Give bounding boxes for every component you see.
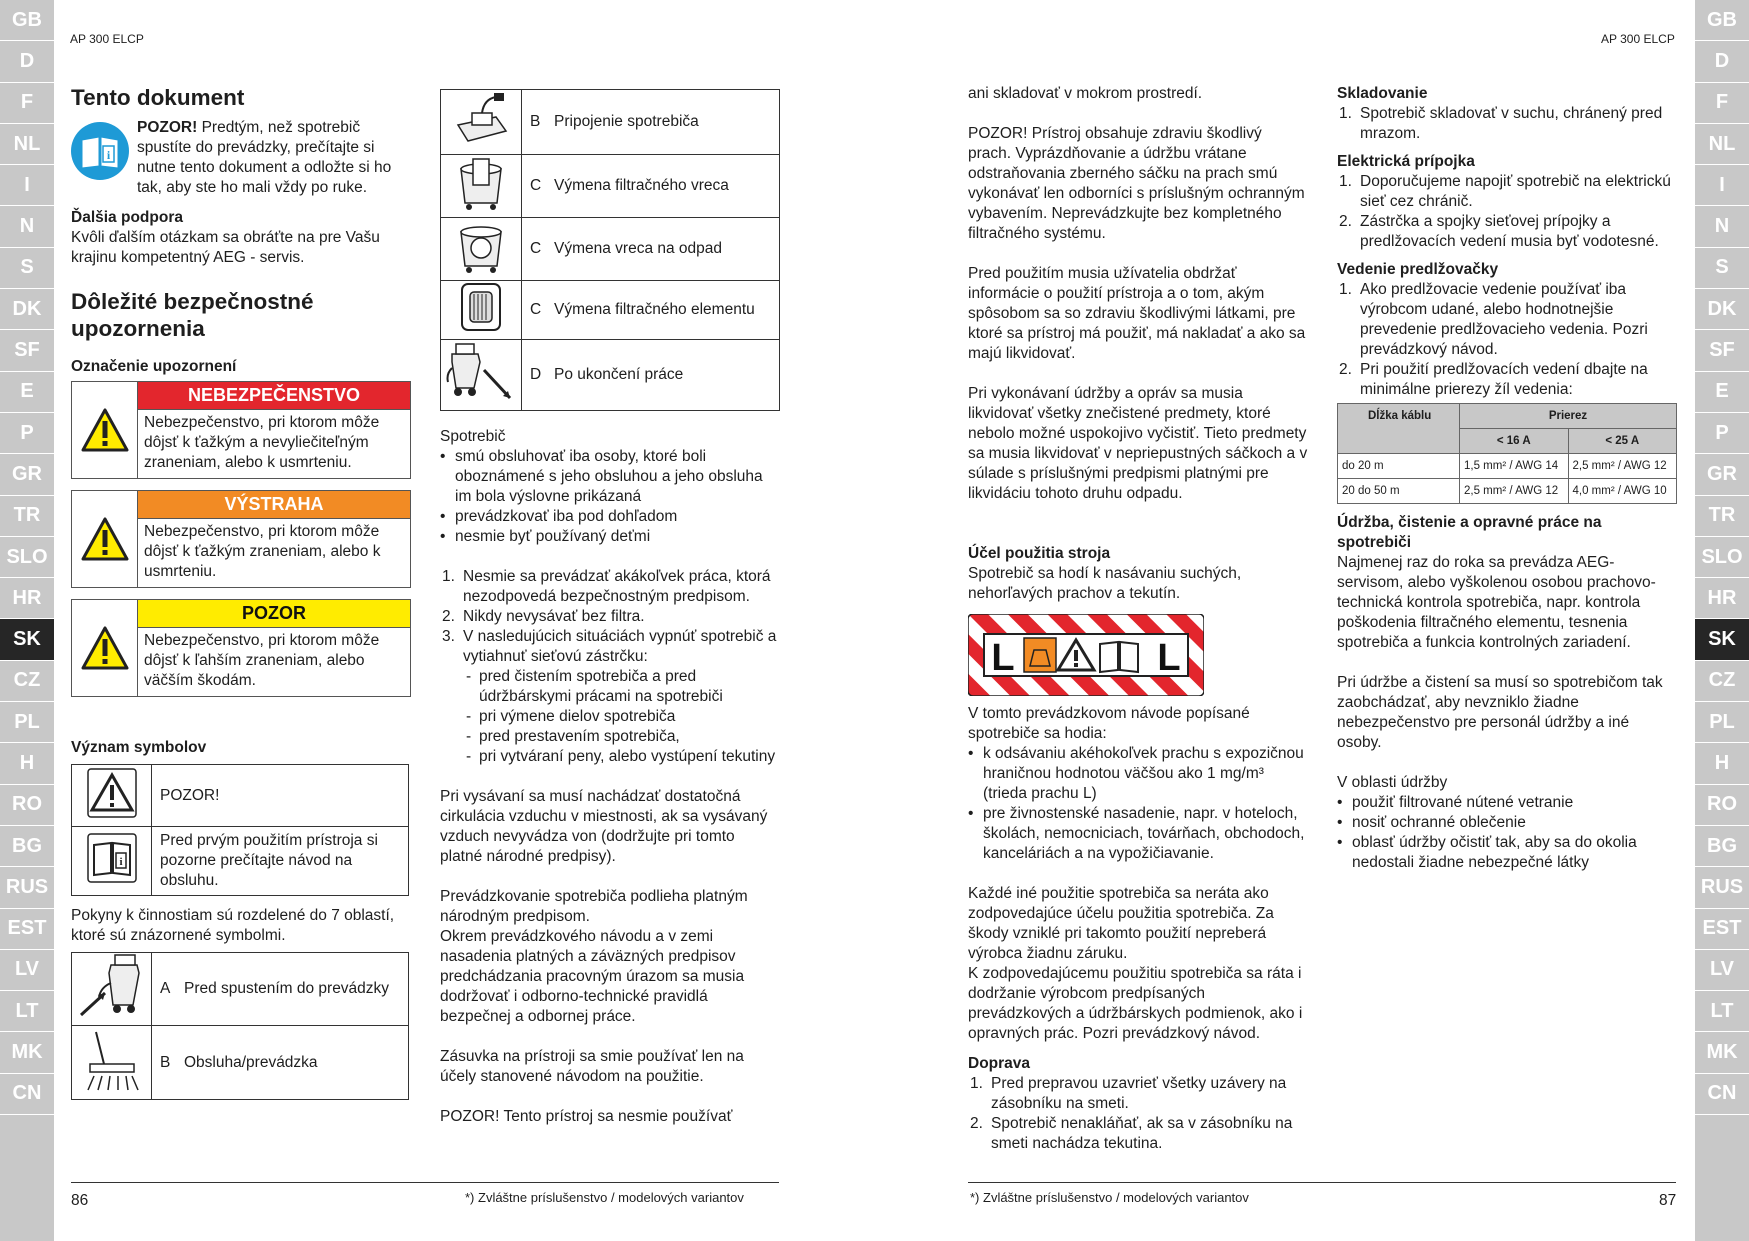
language-tab-sk[interactable]: SK xyxy=(1695,619,1749,660)
list-number: 1. xyxy=(1339,105,1352,122)
mid-p5: POZOR! Tento prístroj sa nesmie používať xyxy=(440,1108,733,1125)
language-tabs-right xyxy=(1695,0,1749,1241)
language-tab-mk[interactable]: MK xyxy=(0,1032,54,1073)
list-item: • k odsávaniu akéhokoľvek prachu s expozičnou hraničnou hodnotou väčšou ako 1 mg/m³ (trieda prachu L) xyxy=(968,744,1308,804)
maint-p3: V oblasti údržby xyxy=(1337,774,1448,791)
language-tab-slo[interactable]: SLO xyxy=(0,537,54,578)
step-text: Po ukončení práce xyxy=(554,366,684,383)
list-item: - pri vytváraní peny, alebo vystúpení tekutiny xyxy=(463,747,780,767)
step-text: Obsluha/prevádzka xyxy=(184,1053,318,1071)
cell: do 20 m xyxy=(1338,454,1460,479)
page-number-right: 87 xyxy=(1659,1192,1677,1209)
step-text: Výmena filtračného vreca xyxy=(554,177,729,194)
list-item: • pre živnostenské nasadenie, napr. v hoteloch, školách, nemocniciach, továrňach, obchodoch, kanceláriách a na vypožičiavanie. xyxy=(968,804,1308,864)
language-tab-slo[interactable]: SLO xyxy=(1695,537,1749,578)
vacuum-start-icon xyxy=(77,953,147,1019)
language-tab-lv[interactable]: LV xyxy=(0,950,54,991)
column-4 xyxy=(1337,84,1677,873)
list-item xyxy=(440,607,780,627)
column-3 xyxy=(968,84,1308,1154)
list-number: 1. xyxy=(1339,281,1352,298)
warning-text: Nebezpečenstvo, pri ktorom môže dôjsť k ľahším zraneniam, alebo väčším škodám. xyxy=(144,632,380,689)
spot-heading: Spotrebič xyxy=(440,428,506,445)
column-2 xyxy=(440,89,780,1127)
label-letter-left: L xyxy=(991,637,1015,679)
language-tab-nl[interactable]: NL xyxy=(1695,124,1749,165)
list-text: Zástrčka a spojky sieťovej prípojky a predlžovacích vedení musia byť vodotesné. xyxy=(1360,213,1659,250)
step-letter: A xyxy=(160,980,171,997)
step-row xyxy=(441,281,780,340)
list-text: Pri použití predlžovacích vedení dbajte na minimálne prierezy žíl vedenia: xyxy=(1360,361,1648,398)
warning-text: Nebezpečenstvo, pri ktorom môže dôjsť k ťažkým zraneniam, alebo k usmrteniu. xyxy=(144,523,381,580)
list-number: 2. xyxy=(1339,213,1352,230)
symbol-row xyxy=(72,765,409,827)
language-tab-gb[interactable]: GB xyxy=(0,0,54,41)
pozor-text: Predtým, než spotrebič spustíte do prevádzky, prečítajte si nutne tento dokument a odložte si ho tak, aby ste ho mali vždy po ruke. xyxy=(137,119,392,196)
language-tab-d[interactable]: D xyxy=(0,41,54,82)
read-manual-icon xyxy=(71,122,131,182)
language-tab-gb[interactable]: GB xyxy=(1695,0,1749,41)
list-number: 2. xyxy=(1339,361,1352,378)
svg-text:i: i xyxy=(118,856,123,868)
support-text: Kvôli ďalším otázkam sa obráťte na pre Vašu krajinu kompetentný AEG - servis. xyxy=(71,229,380,266)
spot-list xyxy=(440,447,780,547)
symbol-text: Pred prvým použitím prístroja si pozorne prečítajte návod na obsluhu. xyxy=(152,827,409,896)
list-item: • nosiť ochranné oblečenie xyxy=(1337,813,1677,833)
list-item: • nesmie byť používaný deťmi xyxy=(440,527,780,547)
language-tab-n[interactable]: N xyxy=(1695,206,1749,247)
store-heading: Skladovanie xyxy=(1337,85,1428,102)
c3-p3: Pri vykonávaní údržby a opráv sa musia likvidovať všetky znečistené predmety, ktoré nebolo možné uspokojivo vyčistiť. Tieto predmety sa musia likvidovať v nepriepustných sáčkoch a v súlade s príslušnými predpismi platnými pre likvidáciu tohoto druhu odpadu. xyxy=(968,385,1308,502)
power-connect-icon xyxy=(450,91,512,147)
filter-bag-icon xyxy=(453,155,509,211)
c3-p4: V tomto prevádzkovom návode popísané spotrebiče sa hodia: xyxy=(968,705,1250,742)
language-tab-cn[interactable]: CN xyxy=(1695,1074,1749,1115)
list-item xyxy=(1337,360,1677,400)
doc-title: Tento dokument xyxy=(71,85,245,110)
maint-list xyxy=(1337,793,1677,873)
warning-boxes xyxy=(71,381,411,697)
warning-title: NEBEZPEČENSTVO xyxy=(138,382,410,410)
warning-triangle-icon xyxy=(87,768,137,818)
warning-triangle-icon xyxy=(72,382,138,478)
warning-box xyxy=(71,381,411,479)
cell: 4,0 mm² / AWG 10 xyxy=(1568,479,1677,504)
list-item xyxy=(1337,172,1677,212)
list-text: Pred prepravou uzavrieť všetky uzávery na zásobníku na smeti. xyxy=(991,1075,1287,1112)
table-row xyxy=(1338,479,1677,504)
marks-heading: Označenie upozornení xyxy=(71,358,237,375)
transport-list xyxy=(968,1074,1308,1154)
cell: 2,5 mm² / AWG 12 xyxy=(1460,479,1569,504)
language-tab-cn[interactable]: CN xyxy=(0,1074,54,1115)
step-text: Výmena filtračného elementu xyxy=(554,301,755,318)
list-item xyxy=(968,1114,1308,1154)
footnote-right: *) Zvláštne príslušenstvo / modelových variantov xyxy=(970,1190,1249,1205)
language-tab-sf[interactable]: SF xyxy=(1695,330,1749,371)
list-item: • smú obsluhovať iba osoby, ktoré boli oboznámené s jeho obsluhou a jeho obsluha im bola výslovne prikázaná xyxy=(440,447,780,507)
language-tab-pl[interactable]: PL xyxy=(0,702,54,743)
symbols-table xyxy=(71,764,409,896)
list-item xyxy=(968,1074,1308,1114)
list-number: 3. xyxy=(442,628,455,645)
language-tab-s[interactable]: S xyxy=(0,248,54,289)
language-tab-mk[interactable]: MK xyxy=(1695,1032,1749,1073)
page-number-left: 86 xyxy=(71,1192,89,1209)
c3-p5: Každé iné použitie spotrebiča sa neráta ako zodpovedajúce účelu použitia spotrebiča. Za škody vzniklé pri takomto použití nepreberá výrobca žiadnu záruku. xyxy=(968,885,1274,962)
language-tab-f[interactable]: F xyxy=(0,83,54,124)
list-item xyxy=(440,627,780,767)
mid-p1: Pri vysávaní sa musí nachádzať dostatočná cirkulácia vzduchu v miestnosti, ak sa vysávaný vzduch nevyvádza von (dodržujte pri tomto platné národné predpisy). xyxy=(440,788,768,865)
step-row xyxy=(441,340,780,411)
language-tab-h[interactable]: H xyxy=(0,743,54,784)
language-tab-hr[interactable]: HR xyxy=(0,578,54,619)
language-tabs-left xyxy=(0,0,54,1241)
step-row xyxy=(72,953,409,1026)
steps-table-left xyxy=(71,952,409,1100)
list-number: 2. xyxy=(970,1115,983,1132)
list-text: Nikdy nevysávať bez filtra. xyxy=(463,608,645,625)
language-tab-d[interactable]: D xyxy=(1695,41,1749,82)
c3-p0: ani skladovať v mokrom prostredí. xyxy=(968,85,1203,102)
pozor-notice xyxy=(71,118,411,198)
list-number: 2. xyxy=(442,608,455,625)
list-text: Ako predlžovacie vedenie používať iba výrobcom udané, alebo hodnotnejšie prevedenie predlžovacieho vedenia. Pozri prevádzkový návod. xyxy=(1360,281,1648,358)
step-row xyxy=(72,1026,409,1100)
language-tab-gr[interactable]: GR xyxy=(0,454,54,495)
list-text: Doporučujeme napojiť spotrebič na elektrickú sieť cez chránič. xyxy=(1360,173,1671,210)
elec-heading: Elektrická prípojka xyxy=(1337,153,1475,170)
cell: 20 do 50 m xyxy=(1338,479,1460,504)
language-tab-bg[interactable]: BG xyxy=(1695,826,1749,867)
list-item: - pri výmene dielov spotrebiča xyxy=(463,707,780,727)
step-text: Pred spustením do prevádzky xyxy=(184,980,390,997)
mid-p3: Okrem prevádzkového návodu a v zemi nasadenia platných a záväzných predpisov predchádzania pracovným úrazom sa musia dodržovať i odborno-technické pravidlá bezpečnej a odbornej práce. xyxy=(440,928,745,1025)
language-tab-sf[interactable]: SF xyxy=(0,330,54,371)
cell: 2,5 mm² / AWG 12 xyxy=(1568,454,1677,479)
list-item xyxy=(1337,212,1677,252)
step-letter: C xyxy=(530,177,542,194)
c3-p2: Pred použitím musia užívatelia obdržať informácie o použití prístroja a o tom, akým spôsobom sa so zdraviu škodlivými látkami, pre ktoré sa prístroj má použiť, má nakladať a ako sa majú likvidovať. xyxy=(968,265,1306,362)
list-item: - pred čistením spotrebiča a pred údržbárskymi prácami na spotrebiči xyxy=(463,667,780,707)
language-tab-s[interactable]: S xyxy=(1695,248,1749,289)
step-letter: B xyxy=(530,113,541,130)
language-tab-gr[interactable]: GR xyxy=(1695,454,1749,495)
language-tab-i[interactable]: I xyxy=(1695,165,1749,206)
maint-heading: Údržba, čistenie a opravné práce na spotrebiči xyxy=(1337,514,1602,551)
language-tab-tr[interactable]: TR xyxy=(1695,496,1749,537)
list-text: Nesmie sa prevádzať akákoľvek práca, ktorá nezodpovedá bezpečnostným predpisom. xyxy=(463,568,771,605)
dash-list xyxy=(463,667,780,767)
th-cross: Prierez xyxy=(1460,404,1677,429)
header-model-left: AP 300 ELCP xyxy=(70,32,144,46)
list-item: • použiť filtrované nútené vetranie xyxy=(1337,793,1677,813)
steps-intro: Pokyny k činnostiam sú rozdelené do 7 oblastí, ktoré sú znázornené symbolmi. xyxy=(71,907,395,944)
warning-title: POZOR xyxy=(138,600,410,628)
warning-box xyxy=(71,599,411,697)
language-tab-hr[interactable]: HR xyxy=(1695,578,1749,619)
list-item xyxy=(1337,280,1677,360)
language-tab-p[interactable]: P xyxy=(0,413,54,454)
vacuum-floor-icon xyxy=(82,1028,142,1092)
th-16: < 16 A xyxy=(1460,429,1569,454)
language-tab-tr[interactable]: TR xyxy=(0,496,54,537)
language-tab-e[interactable]: E xyxy=(0,372,54,413)
language-tab-rus[interactable]: RUS xyxy=(0,867,54,908)
symbols-heading: Význam symbolov xyxy=(71,739,207,756)
vacuum-finish-icon xyxy=(444,340,518,404)
mid-p4: Zásuvka na prístroji sa smie používať len na účely stanovené návodom na použitie. xyxy=(440,1048,744,1085)
mid-p2: Prevádzkovanie spotrebiča podlieha platným národným predpisom. xyxy=(440,888,748,925)
cell: 1,5 mm² / AWG 14 xyxy=(1460,454,1569,479)
label-letter-right: L xyxy=(1157,637,1181,679)
step-row xyxy=(441,218,780,281)
language-tab-e[interactable]: E xyxy=(1695,372,1749,413)
filter-element-icon xyxy=(460,282,502,332)
numbered-list xyxy=(440,567,780,767)
language-tab-cz[interactable]: CZ xyxy=(0,661,54,702)
list-number: 1. xyxy=(970,1075,983,1092)
step-letter: B xyxy=(160,1053,171,1071)
symbol-row xyxy=(72,827,409,896)
step-letter: D xyxy=(530,366,542,383)
read-manual-icon xyxy=(87,833,137,883)
ext-heading: Vedenie predlžovačky xyxy=(1337,261,1499,278)
svg-text:i: i xyxy=(106,148,111,162)
language-tab-rus[interactable]: RUS xyxy=(1695,867,1749,908)
list-number: 1. xyxy=(1339,173,1352,190)
support-heading: Ďalšia podpora xyxy=(71,209,183,226)
maint-p2: Pri údržbe a čistení sa musí so spotrebičom tak zaobchádzať, aby nevzniklo žiadne nebezpečenstvo pre personál údržby a iné osoby. xyxy=(1337,674,1663,751)
th-25: < 25 A xyxy=(1568,429,1677,454)
table-row xyxy=(1338,454,1677,479)
language-tab-i[interactable]: I xyxy=(0,165,54,206)
elec-list xyxy=(1337,172,1677,252)
steps-table-mid xyxy=(440,89,780,411)
language-tab-ro[interactable]: RO xyxy=(0,785,54,826)
footer-rule-right xyxy=(968,1182,1676,1183)
warning-content xyxy=(138,491,410,587)
maint-p1: Najmenej raz do roka sa prevádza AEG-servisom, alebo vyškolenou osobou prachovo-technická kontrola spotrebiča, napr. kontrola poškodenia filtračného elementu, tesnenia spotrebiča a funkcia kontrolných zariadení. xyxy=(1337,554,1656,651)
warning-triangle-icon xyxy=(72,600,138,696)
header-model-right: AP 300 ELCP xyxy=(1601,32,1675,46)
warning-title: VÝSTRAHA xyxy=(138,491,410,519)
c3-p6: K zodpovedajúcemu použitiu spotrebiča sa ráta i dodržanie výrobcom predpísaných prevádzkových a údržbárskych podmienok, ako i opravných prác. Pozri prevádzkový návod. xyxy=(968,965,1303,1042)
symbol-text: POZOR! xyxy=(152,765,409,827)
step-letter: C xyxy=(530,301,542,318)
language-tab-est[interactable]: EST xyxy=(1695,909,1749,950)
list-number: 1. xyxy=(442,568,455,585)
language-tab-bg[interactable]: BG xyxy=(0,826,54,867)
language-tab-sk[interactable]: SK xyxy=(0,619,54,660)
language-tab-pl[interactable]: PL xyxy=(1695,702,1749,743)
step-letter: C xyxy=(530,240,542,257)
safety-heading: Dôležité bezpečnostné upozornenia xyxy=(71,289,314,341)
language-tab-cz[interactable]: CZ xyxy=(1695,661,1749,702)
list-item: • oblasť údržby očistiť tak, aby sa do okolia nedostali žiadne nebezpečné látky xyxy=(1337,833,1677,873)
cross-section-table xyxy=(1337,403,1677,504)
language-tab-n[interactable]: N xyxy=(0,206,54,247)
language-tab-h[interactable]: H xyxy=(1695,743,1749,784)
waste-bag-icon xyxy=(453,218,509,274)
transport-heading: Doprava xyxy=(968,1055,1031,1072)
c3-p1: POZOR! Prístroj obsahuje zdraviu škodlivý prach. Vyprázdňovanie a údržbu vrátane odstraňovania zberného sáčku na prach smú vykonávať len odborníci s príslušným ochranným vybavením. Neprevádzkujte bez kompletného filtračného systému. xyxy=(968,125,1305,242)
use-heading: Účel použitia stroja xyxy=(968,545,1111,562)
language-tab-nl[interactable]: NL xyxy=(0,124,54,165)
list-item: • prevádzkovať iba pod dohľadom xyxy=(440,507,780,527)
language-tab-dk[interactable]: DK xyxy=(0,289,54,330)
step-row xyxy=(441,90,780,155)
language-tab-lt[interactable]: LT xyxy=(1695,991,1749,1032)
ext-list xyxy=(1337,280,1677,400)
list-text: V nasledujúcich situáciách vypnúť spotrebič a vytiahnuť sieťovú zástrčku: xyxy=(463,628,777,665)
warning-triangle-icon xyxy=(72,491,138,587)
store-list xyxy=(1337,104,1677,144)
language-tab-lt[interactable]: LT xyxy=(0,991,54,1032)
footer-rule-left xyxy=(71,1182,779,1183)
list-item xyxy=(1337,104,1677,144)
warning-text: Nebezpečenstvo, pri ktorom môže dôjsť k ťažkým a nevyliečiteľným zraneniam, alebo k usmrteniu. xyxy=(144,414,380,471)
pozor-bold: POZOR! xyxy=(137,119,198,136)
language-tab-lv[interactable]: LV xyxy=(1695,950,1749,991)
warning-content xyxy=(138,382,410,478)
language-tab-p[interactable]: P xyxy=(1695,413,1749,454)
language-tab-f[interactable]: F xyxy=(1695,83,1749,124)
use-text: Spotrebič sa hodí k nasávaniu suchých, nehorľavých prachov a tekutín. xyxy=(968,565,1242,602)
list-item xyxy=(440,567,780,607)
list-text: Spotrebič nenakláňať, ak sa v zásobníku na smeti nachádza tekutina. xyxy=(991,1115,1293,1152)
warning-box xyxy=(71,490,411,588)
list-item: - pred prestavením spotrebiča, xyxy=(463,727,780,747)
language-tab-ro[interactable]: RO xyxy=(1695,785,1749,826)
warning-content xyxy=(138,600,410,696)
footnote-left: *) Zvláštne príslušenstvo / modelových variantov xyxy=(465,1190,744,1205)
column-1 xyxy=(71,84,411,1100)
use-list xyxy=(968,744,1308,864)
step-text: Pripojenie spotrebiča xyxy=(554,113,699,130)
th-length: Dĺžka káblu xyxy=(1338,404,1460,454)
step-row xyxy=(441,155,780,218)
step-text: Výmena vreca na odpad xyxy=(554,240,723,257)
language-tab-dk[interactable]: DK xyxy=(1695,289,1749,330)
list-text: Spotrebič skladovať v suchu, chránený pred mrazom. xyxy=(1360,105,1663,142)
dust-class-label xyxy=(968,614,1204,696)
language-tab-est[interactable]: EST xyxy=(0,909,54,950)
